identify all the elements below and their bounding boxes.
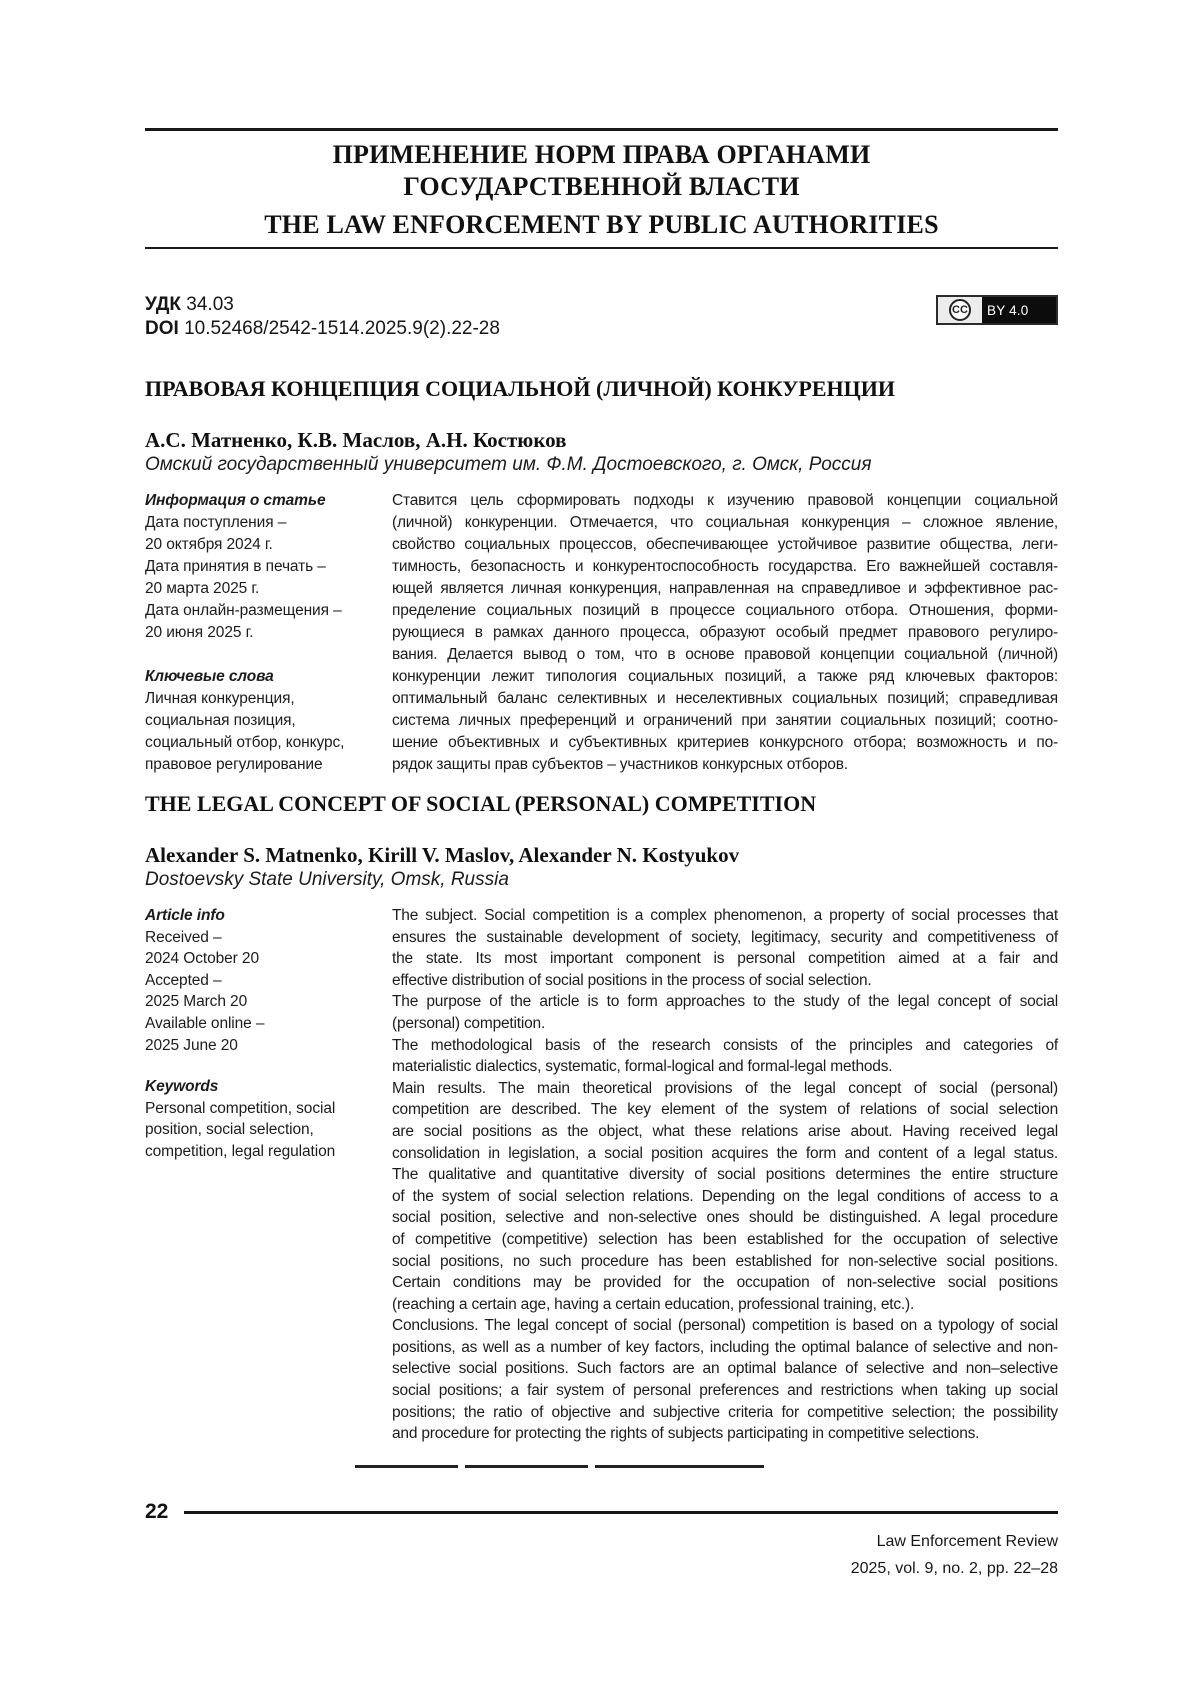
text-line: 2024 October 20: [145, 950, 259, 968]
journal-name: Law Enforcement Review: [876, 1532, 1058, 1550]
text-line: конкуренции лежит типология социальных позиций, а также ряд ключевых факторов:: [392, 668, 1058, 685]
footer-rule: [184, 1511, 1058, 1514]
affiliation-en: Dostoevsky State University, Omsk, Russia: [145, 869, 509, 890]
text-line: of the system of social selection relations. Depending on the legal conditions of access to a: [392, 1187, 1058, 1205]
text-line: competition, legal regulation: [145, 1142, 336, 1160]
end-of-abstract-divider: [355, 1465, 1058, 1468]
keywords-list-en: [145, 1098, 360, 1163]
text-line: materialistic dialectics, systematic, formal-logical and formal-legal methods.: [392, 1058, 893, 1076]
text-line: the state. Its most important component is personal competition aimed at a fair and: [392, 950, 1058, 968]
text-line: ensures the sustainable development of society, legitimacy, security and competitiveness of: [392, 928, 1058, 946]
text-line: 2025 June 20: [145, 1036, 238, 1054]
text-line: оптимальный баланс селективных и неселективных социальных позиций; справедливая: [392, 690, 1058, 707]
abstract-en: [392, 905, 1058, 1445]
footer: [145, 1500, 1058, 1524]
text-line: Available online –: [145, 1014, 265, 1032]
text-line: The methodological basis of the research consists of the principles and categories of: [392, 1036, 1058, 1054]
text-line: selective social positions. Such factors are an optimal balance of selective and non–selective: [392, 1360, 1058, 1378]
udc-line: [145, 293, 500, 317]
text-line: пределение социальных позиций в процессе социального отбора. Отношения, форми-: [392, 602, 1058, 619]
text-line: and procedure for protecting the rights of subjects participating in competitive selections.: [392, 1425, 980, 1443]
udc-doi-block: [145, 293, 500, 341]
text-line: Received –: [145, 928, 222, 946]
abstract-ru: [392, 490, 1058, 776]
section-title-ru-line1: ПРИМЕНЕНИЕ НОРМ ПРАВА ОРГАНАМИ: [332, 140, 871, 169]
keywords-heading-en: Keywords: [145, 1078, 219, 1096]
udc-label: УДК: [145, 294, 181, 315]
text-line: 2025 March 20: [145, 993, 248, 1011]
text-line: consolidation in legislation, a social position acquires the form and content of a legal status.: [392, 1144, 1058, 1162]
doi-line: [145, 317, 500, 341]
text-line: Дата поступления –: [145, 514, 287, 531]
text-line: position, social selection,: [145, 1121, 314, 1139]
article-info-heading-en: Article info: [145, 907, 225, 924]
divider-segment: [355, 1465, 458, 1468]
text-line: Дата онлайн-размещения –: [145, 602, 342, 619]
affiliation-ru: Омский государственный университет им. Ф.М. Достоевского, г. Омск, Россия: [145, 454, 872, 475]
text-line: рядок защиты прав субъектов – участников конкурсных отборов.: [392, 756, 848, 773]
divider-segment: [595, 1465, 764, 1468]
keywords-heading-ru: Ключевые слова: [145, 668, 274, 685]
text-line: Дата принятия в печать –: [145, 558, 326, 575]
text-line: social position, selective and non-selective ones should be distinguished. A legal procedure: [392, 1209, 1058, 1227]
journal-footer-info: [145, 1528, 1058, 1582]
page-number: 22: [145, 1499, 169, 1523]
text-line: The qualitative and quantitative diversity of social positions determines the entire structure: [392, 1166, 1058, 1184]
article-info-heading-ru: Информация о статье: [145, 492, 326, 509]
text-line: рующиеся в рамках данного процесса, образуют особый предмет правового регулиро-: [392, 624, 1058, 641]
russian-abstract-section: [145, 490, 1058, 776]
text-line: (личной) конкуренции. Отмечается, что социальная конкуренция – сложное явление,: [392, 514, 1058, 531]
text-line: positions; the ratio of objective and subjective criteria for competitive selection; the possibility: [392, 1403, 1058, 1421]
text-line: Accepted –: [145, 971, 222, 989]
text-line: вания. Делается вывод о том, что в основе правовой концепции социальной (личной): [392, 646, 1058, 663]
text-line: социальная позиция,: [145, 712, 296, 729]
text-line: are social positions as the object, what these relations arise about. Having received legal: [392, 1122, 1058, 1140]
cc-logo-icon: CC: [938, 297, 982, 323]
text-line: positions, as well as a number of key factors, including the optimal balance of selective and non-: [392, 1338, 1058, 1356]
abstract-paragraph: [392, 1315, 1058, 1445]
text-line: of competitive (competitive) selection has been established for the occupation of selective: [392, 1230, 1058, 1248]
text-line: competition are described. The key element of the system of relations of social selection: [392, 1101, 1058, 1119]
text-line: система личных преференций и ограничений при занятии социальных позиций; соотно-: [392, 712, 1058, 729]
abstract-paragraph: [392, 1035, 1058, 1078]
divider-segment: [465, 1465, 588, 1468]
article-title-ru: ПРАВОВАЯ КОНЦЕПЦИЯ СОЦИАЛЬНОЙ (ЛИЧНОЙ) КОНКУРЕНЦИИ: [145, 376, 895, 401]
text-line: 20 октября 2024 г.: [145, 536, 273, 553]
article-title-en: THE LEGAL CONCEPT OF SOCIAL (PERSONAL) COMPETITION: [145, 791, 817, 816]
text-line: Личная конкуренция,: [145, 690, 295, 707]
text-line: свойство социальных процессов, обеспечивающее устойчивое развитие общества, леги-: [392, 536, 1058, 553]
header-top-rule: [145, 128, 1058, 131]
text-line: 20 марта 2025 г.: [145, 580, 260, 597]
text-line: 20 июня 2025 г.: [145, 624, 254, 641]
english-abstract-section: [145, 905, 1058, 1445]
cc-by-version-label: BY 4.0: [982, 297, 1056, 323]
text-line: социальный отбор, конкурс,: [145, 734, 345, 751]
text-line: (reaching a certain age, having a certain education, professional training, etc.).: [392, 1295, 915, 1313]
text-line: The purpose of the article is to form approaches to the study of the legal concept of social: [392, 993, 1058, 1011]
keywords-list-ru: [145, 688, 360, 776]
text-line: effective distribution of social positions in the process of social selection.: [392, 971, 872, 989]
udc-value: 34.03: [186, 294, 234, 315]
text-line: тимность, безопасность и конкурентоспособность государства. Его важнейшей составля-: [392, 558, 1058, 575]
text-line: Conclusions. The legal concept of social (personal) competition is based on a typology of social: [392, 1317, 1058, 1335]
section-title-ru-line2: ГОСУДАРСТВЕННОЙ ВЛАСТИ: [403, 172, 800, 201]
text-line: social positions, no such procedure has been established for non-selective social positions.: [392, 1252, 1058, 1270]
authors-ru: А.С. Матненко, К.В. Маслов, А.Н. Костюков: [145, 428, 567, 452]
text-line: ющей является личная конкуренция, направленная на справедливое и эффективное рас-: [392, 580, 1058, 597]
abstract-paragraph: [392, 905, 1058, 991]
text-line: social positions; a fair system of personal preferences and restrictions when taking up social: [392, 1382, 1058, 1400]
issue-info: 2025, vol. 9, no. 2, pp. 22–28: [850, 1559, 1058, 1577]
journal-section-title-en: THE LAW ENFORCEMENT BY PUBLIC AUTHORITIES: [264, 210, 939, 239]
article-info-column-en: [145, 905, 360, 1445]
authors-en: Alexander S. Matnenko, Kirill V. Maslov, Alexander N. Kostyukov: [145, 843, 740, 867]
text-line: Ставится цель сформировать подходы к изучению правовой концепции социальной: [392, 492, 1058, 509]
abstract-paragraph: [392, 490, 1058, 776]
journal-section-title-ru: [145, 139, 1058, 203]
doi-value: 10.52468/2542-1514.2025.9(2).22-28: [184, 318, 500, 339]
article-info-dates-ru: [145, 512, 360, 644]
text-line: Certain conditions may be provided for the occupation of non-selective social positions: [392, 1274, 1058, 1292]
text-line: Personal competition, social: [145, 1099, 336, 1117]
abstract-paragraph: [392, 991, 1058, 1034]
text-line: The subject. Social competition is a complex phenomenon, a property of social processes that: [392, 907, 1058, 924]
cc-by-license-badge: [936, 295, 1058, 325]
abstract-paragraph: [392, 1078, 1058, 1316]
text-line: правовое регулирование: [145, 756, 323, 773]
text-line: шение объективных и субъективных критериев конкурсного отбора; возможность и по-: [392, 734, 1058, 751]
text-line: Main results. The main theoretical provisions of the legal concept of social (personal): [392, 1079, 1058, 1097]
article-info-column-ru: [145, 490, 360, 776]
doi-label: DOI: [145, 318, 179, 339]
text-line: (personal) competition.: [392, 1014, 546, 1032]
header-bottom-rule: [145, 247, 1058, 249]
article-info-dates-en: [145, 927, 360, 1057]
article-meta: [145, 293, 1058, 341]
